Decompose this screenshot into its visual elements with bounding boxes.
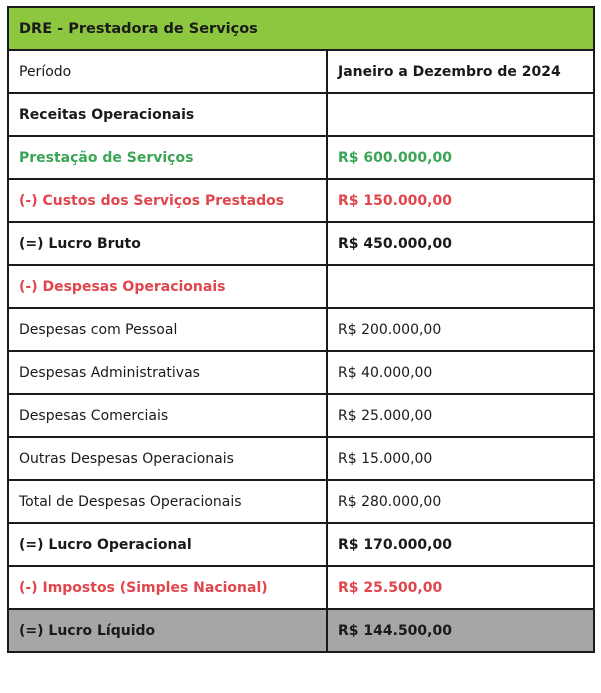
table-row-receitas-operacionais xyxy=(8,93,594,136)
table-row-custos-servicos xyxy=(8,179,594,222)
dre-table xyxy=(7,6,595,653)
row-label: Outras Despesas Operacionais xyxy=(8,437,327,480)
row-value: R$ 600.000,00 xyxy=(327,136,594,179)
row-value: R$ 280.000,00 xyxy=(327,480,594,523)
row-label: (=) Lucro Líquido xyxy=(8,609,327,652)
row-value: R$ 25.000,00 xyxy=(327,394,594,437)
row-label: Prestação de Serviços xyxy=(8,136,327,179)
row-value xyxy=(327,93,594,136)
table-row-lucro-bruto xyxy=(8,222,594,265)
table-row-despesas-administrativas xyxy=(8,351,594,394)
table-row-despesas-operacionais xyxy=(8,265,594,308)
row-label: Despesas com Pessoal xyxy=(8,308,327,351)
row-value: R$ 170.000,00 xyxy=(327,523,594,566)
row-value: R$ 144.500,00 xyxy=(327,609,594,652)
row-value xyxy=(327,265,594,308)
table-title-row xyxy=(8,7,594,50)
row-value: R$ 200.000,00 xyxy=(327,308,594,351)
row-value: R$ 40.000,00 xyxy=(327,351,594,394)
row-value: Janeiro a Dezembro de 2024 xyxy=(327,50,594,93)
row-label: (-) Impostos (Simples Nacional) xyxy=(8,566,327,609)
row-label: (-) Despesas Operacionais xyxy=(8,265,327,308)
row-label: Período xyxy=(8,50,327,93)
row-label: Receitas Operacionais xyxy=(8,93,327,136)
row-label: Despesas Administrativas xyxy=(8,351,327,394)
row-value: R$ 150.000,00 xyxy=(327,179,594,222)
table-row-impostos xyxy=(8,566,594,609)
row-label: (-) Custos dos Serviços Prestados xyxy=(8,179,327,222)
table-row-periodo xyxy=(8,50,594,93)
table-title: DRE - Prestadora de Serviços xyxy=(8,7,594,50)
row-value: R$ 25.500,00 xyxy=(327,566,594,609)
row-label: Despesas Comerciais xyxy=(8,394,327,437)
row-label: (=) Lucro Bruto xyxy=(8,222,327,265)
row-value: R$ 15.000,00 xyxy=(327,437,594,480)
row-label: Total de Despesas Operacionais xyxy=(8,480,327,523)
table-row-outras-despesas xyxy=(8,437,594,480)
row-value: R$ 450.000,00 xyxy=(327,222,594,265)
table-row-total-despesas xyxy=(8,480,594,523)
table-row-lucro-operacional xyxy=(8,523,594,566)
row-label: (=) Lucro Operacional xyxy=(8,523,327,566)
table-row-prestacao-servicos xyxy=(8,136,594,179)
table-row-despesas-pessoal xyxy=(8,308,594,351)
table-row-despesas-comerciais xyxy=(8,394,594,437)
table-row-lucro-liquido xyxy=(8,609,594,652)
